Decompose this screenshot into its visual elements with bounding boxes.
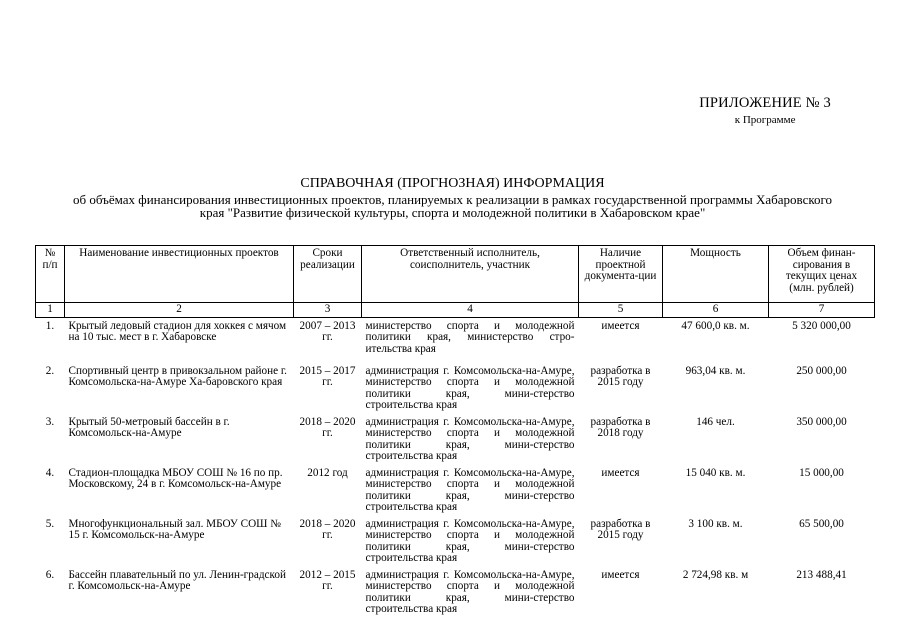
project-name: Спортивный центр в привокзальном районе г. Комсомольска-на-Амуре Ха-баровского края [68, 364, 287, 388]
project-docs: имеется [601, 466, 640, 479]
document-title: СПРАВОЧНАЯ (ПРОГНОЗНАЯ) ИНФОРМАЦИЯ [300, 176, 605, 191]
table-row [36, 567, 875, 618]
row-number: 3. [45, 415, 55, 428]
project-capacity: 2 724,98 кв. м [682, 568, 749, 581]
investment-projects-table [35, 245, 875, 618]
table-row [36, 465, 875, 516]
project-funding: 250 000,00 [796, 364, 847, 377]
project-docs: имеется [601, 319, 640, 332]
header-num: № п/п [36, 246, 65, 303]
project-docs: разработка в 2015 году [590, 517, 651, 541]
column-number: 4 [362, 303, 579, 318]
header-funding: Объем финан-сирования в текущих ценах (млн. рублей) [769, 246, 875, 303]
row-number: 2. [45, 364, 55, 377]
header-capacity: Мощность [663, 246, 769, 303]
project-capacity: 146 чел. [696, 415, 735, 428]
table-row [36, 414, 875, 465]
row-number: 5. [45, 517, 55, 530]
column-number: 3 [294, 303, 362, 318]
project-period: 2018 – 2020 гг. [299, 415, 356, 439]
header-docs: Наличие проектной документа-ции [579, 246, 663, 303]
table-row [36, 363, 875, 414]
appendix-number: ПРИЛОЖЕНИЕ № 3 [699, 95, 831, 111]
row-number: 1. [45, 319, 55, 332]
project-name: Многофункциональный зал. МБОУ СОШ № 15 г. Комсомольск-на-Амуре [68, 517, 281, 541]
row-number: 4. [45, 466, 55, 479]
table-row [36, 516, 875, 567]
document-subtitle: об объёмах финансирования инвестиционных проектов, планируемых к реализации в рамках государственной программы Хабаровского края "Развитие физической культуры, спорта и молодежной политики в Хабаровском крае" [72, 192, 833, 220]
project-capacity: 15 040 кв. м. [685, 466, 746, 479]
project-funding: 5 320 000,00 [792, 319, 851, 332]
project-name: Крытый ледовый стадион для хоккея с мячом на 10 тыс. мест в г. Хабаровске [68, 319, 287, 343]
header-name: Наименование инвестиционных проектов [65, 246, 294, 303]
project-funding: 15 000,00 [799, 466, 844, 479]
column-number: 6 [663, 303, 769, 318]
project-period: 2015 – 2017 гг. [299, 364, 356, 388]
project-executor: администрация г. Комсомольска-на-Амуре, министерство спорта и молодежной политики края, мини-стерство строительства края [365, 568, 575, 615]
project-executor: администрация г. Комсомольска-на-Амуре, министерство спорта и молодежной политики края, мини-стерство строительства края [365, 517, 575, 564]
project-capacity: 47 600,0 кв. м. [681, 319, 750, 332]
project-name: Бассейн плавательный по ул. Ленин-градской г. Комсомольск-на-Амуре [68, 568, 286, 592]
project-period: 2007 – 2013 гг. [299, 319, 356, 343]
project-executor: администрация г. Комсомольска-на-Амуре, министерство спорта и молодежной политики края, мини-стерство строительства края [365, 415, 575, 462]
table-header-row [36, 246, 875, 303]
project-funding: 65 500,00 [799, 517, 844, 530]
row-number: 6. [45, 568, 55, 581]
project-docs: имеется [601, 568, 640, 581]
project-executor: администрация г. Комсомольска-на-Амуре, министерство спорта и молодежной политики края, мини-стерство строительства края [365, 364, 575, 411]
project-capacity: 3 100 кв. м. [688, 517, 743, 530]
project-executor: администрация г. Комсомольска-на-Амуре, министерство спорта и молодежной политики края, мини-стерство строительства края [365, 466, 575, 513]
header-period: Сроки реализации [294, 246, 362, 303]
project-period: 2012 год [307, 466, 348, 479]
project-name: Крытый 50-метровый бассейн в г. Комсомольск-на-Амуре [68, 415, 230, 439]
appendix-reference: к Программе [734, 114, 796, 126]
column-number-row [36, 303, 875, 318]
table-row [36, 317, 875, 363]
project-docs: разработка в 2018 году [590, 415, 651, 439]
project-period: 2012 – 2015 гг. [299, 568, 356, 592]
project-funding: 213 488,41 [796, 568, 847, 581]
column-number: 7 [769, 303, 875, 318]
appendix-label [699, 95, 831, 126]
column-number: 1 [36, 303, 65, 318]
project-docs: разработка в 2015 году [590, 364, 651, 388]
project-period: 2018 – 2020 гг. [299, 517, 356, 541]
column-number: 5 [579, 303, 663, 318]
project-funding: 350 000,00 [796, 415, 847, 428]
project-capacity: 963,04 кв. м. [685, 364, 746, 377]
project-name: Стадион-площадка МБОУ СОШ № 16 по пр. Московскому, 24 в г. Комсомольск-на-Амуре [68, 466, 283, 490]
header-executor: Ответственный исполнитель, соисполнитель, участник [362, 246, 579, 303]
column-number: 2 [65, 303, 294, 318]
project-executor: министерство спорта и молодежной политики края, министерство стро-ительства края [365, 319, 575, 355]
